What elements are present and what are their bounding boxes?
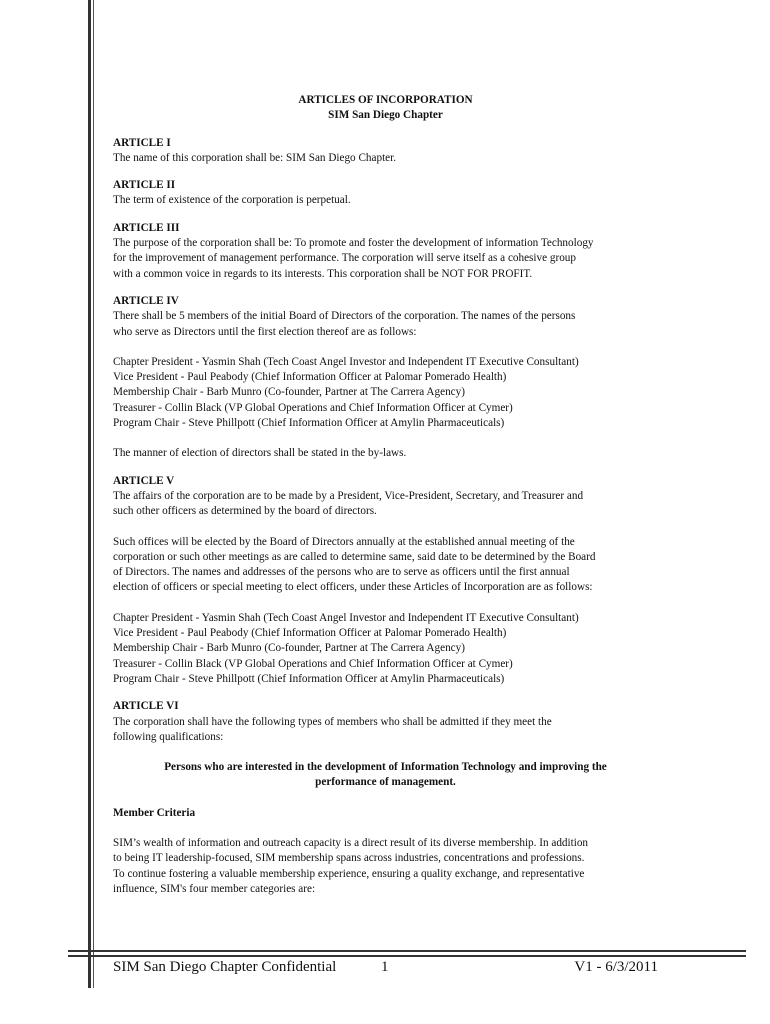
officer-entry: Chapter President - Yasmin Shah (Tech Coast Angel Investor and Independent IT Executive Consultant) <box>113 611 579 624</box>
article-text-line: for the improvement of management performance. The corporation will serve itself as a cohesive group <box>113 252 576 265</box>
article-text-line: There shall be 5 members of the initial Board of Directors of the corporation. The names of the persons <box>113 310 576 323</box>
criteria-text-line: To continue fostering a valuable membership experience, ensuring a quality exchange, and representative <box>113 867 585 880</box>
article-text-line: following qualifications: <box>113 730 224 743</box>
article-text-line: The corporation shall have the following types of members who shall be admitted if they meet the <box>113 715 552 728</box>
article-text-line: with a common voice in regards to its interests. This corporation shall be NOT FOR PROFIT. <box>113 267 533 280</box>
article-text-line: who serve as Directors until the first election thereof are as follows: <box>113 325 417 338</box>
footer-version: V1 - 6/3/2011 <box>574 959 658 975</box>
document-subtitle: SIM San Diego Chapter <box>328 109 443 122</box>
article-heading: ARTICLE II <box>113 179 176 192</box>
article-text-line: The purpose of the corporation shall be: To promote and foster the development of information Technology <box>113 237 594 250</box>
director-entry: Membership Chair - Barb Munro (Co-founder, Partner at The Carrera Agency) <box>113 386 465 399</box>
article-4 <box>113 294 658 462</box>
article-3 <box>113 221 658 282</box>
officer-entry: Program Chair - Steve Phillpott (Chief Information Officer at Amylin Pharmaceuticals) <box>113 672 505 685</box>
footer-page-number: 1 <box>381 959 389 975</box>
document-title: ARTICLES OF INCORPORATION <box>298 94 473 106</box>
article-heading: ARTICLE IV <box>113 294 179 307</box>
article-text: The manner of election of directors shall be stated in the by-laws. <box>113 447 407 460</box>
article-2 <box>113 178 658 209</box>
article-text-line: election of officers or special meeting to elect officers, under these Articles of Incorporation are as follows: <box>113 581 593 594</box>
officer-entry: Treasurer - Collin Black (VP Global Operations and Chief Information Officer at Cymer) <box>113 657 513 670</box>
margin-rule-thin <box>93 0 94 988</box>
article-heading: ARTICLE V <box>113 474 175 487</box>
article-text: The term of existence of the corporation is perpetual. <box>113 194 351 207</box>
document-body <box>113 93 658 897</box>
director-entry: Treasurer - Collin Black (VP Global Operations and Chief Information Officer at Cymer) <box>113 401 513 414</box>
article-text-line: corporation or such other meetings as are called to determine same, said date to be determined by the Board <box>113 550 596 563</box>
emphasis-line: Persons who are interested in the development of Information Technology and improving the <box>164 761 607 774</box>
director-entry: Chapter President - Yasmin Shah (Tech Coast Angel Investor and Independent IT Executive Consultant) <box>113 355 579 368</box>
officer-entry: Membership Chair - Barb Munro (Co-founder, Partner at The Carrera Agency) <box>113 642 465 655</box>
criteria-text-line: to being IT leadership-focused, SIM membership spans across industries, concentrations and professions. <box>113 852 585 865</box>
article-heading: ARTICLE VI <box>113 700 179 713</box>
director-entry: Program Chair - Steve Phillpott (Chief Information Officer at Amylin Pharmaceuticals) <box>113 417 505 430</box>
article-6 <box>113 699 658 897</box>
article-text: The name of this corporation shall be: SIM San Diego Chapter. <box>113 151 397 164</box>
emphasis-line: performance of management. <box>315 776 456 789</box>
article-text-line: Such offices will be elected by the Board of Directors annually at the established annual meeting of the <box>113 535 575 548</box>
margin-rule-thick <box>88 0 91 988</box>
article-heading: ARTICLE III <box>113 221 180 234</box>
member-criteria-heading: Member Criteria <box>113 806 196 819</box>
director-entry: Vice President - Paul Peabody (Chief Information Officer at Palomar Pomerado Health) <box>113 371 507 384</box>
criteria-text-line: influence, SIM's four member categories are: <box>113 882 316 895</box>
article-5 <box>113 474 658 688</box>
footer-rule <box>68 950 746 952</box>
article-text-line: of Directors. The names and addresses of the persons who are to serve as officers until the first annual <box>113 566 570 579</box>
criteria-text-line: SIM’s wealth of information and outreach capacity is a direct result of its diverse membership. In addition <box>113 836 589 849</box>
article-text-line: such other officers as determined by the board of directors. <box>113 505 377 518</box>
officer-entry: Vice President - Paul Peabody (Chief Information Officer at Palomar Pomerado Health) <box>113 627 507 640</box>
article-text-line: The affairs of the corporation are to be made by a President, Vice-President, Secretary, and Treasurer and <box>113 489 584 502</box>
footer-rule <box>68 955 746 957</box>
footer-confidential: SIM San Diego Chapter Confidential <box>113 959 337 975</box>
article-1 <box>113 136 658 167</box>
article-heading: ARTICLE I <box>113 136 171 149</box>
